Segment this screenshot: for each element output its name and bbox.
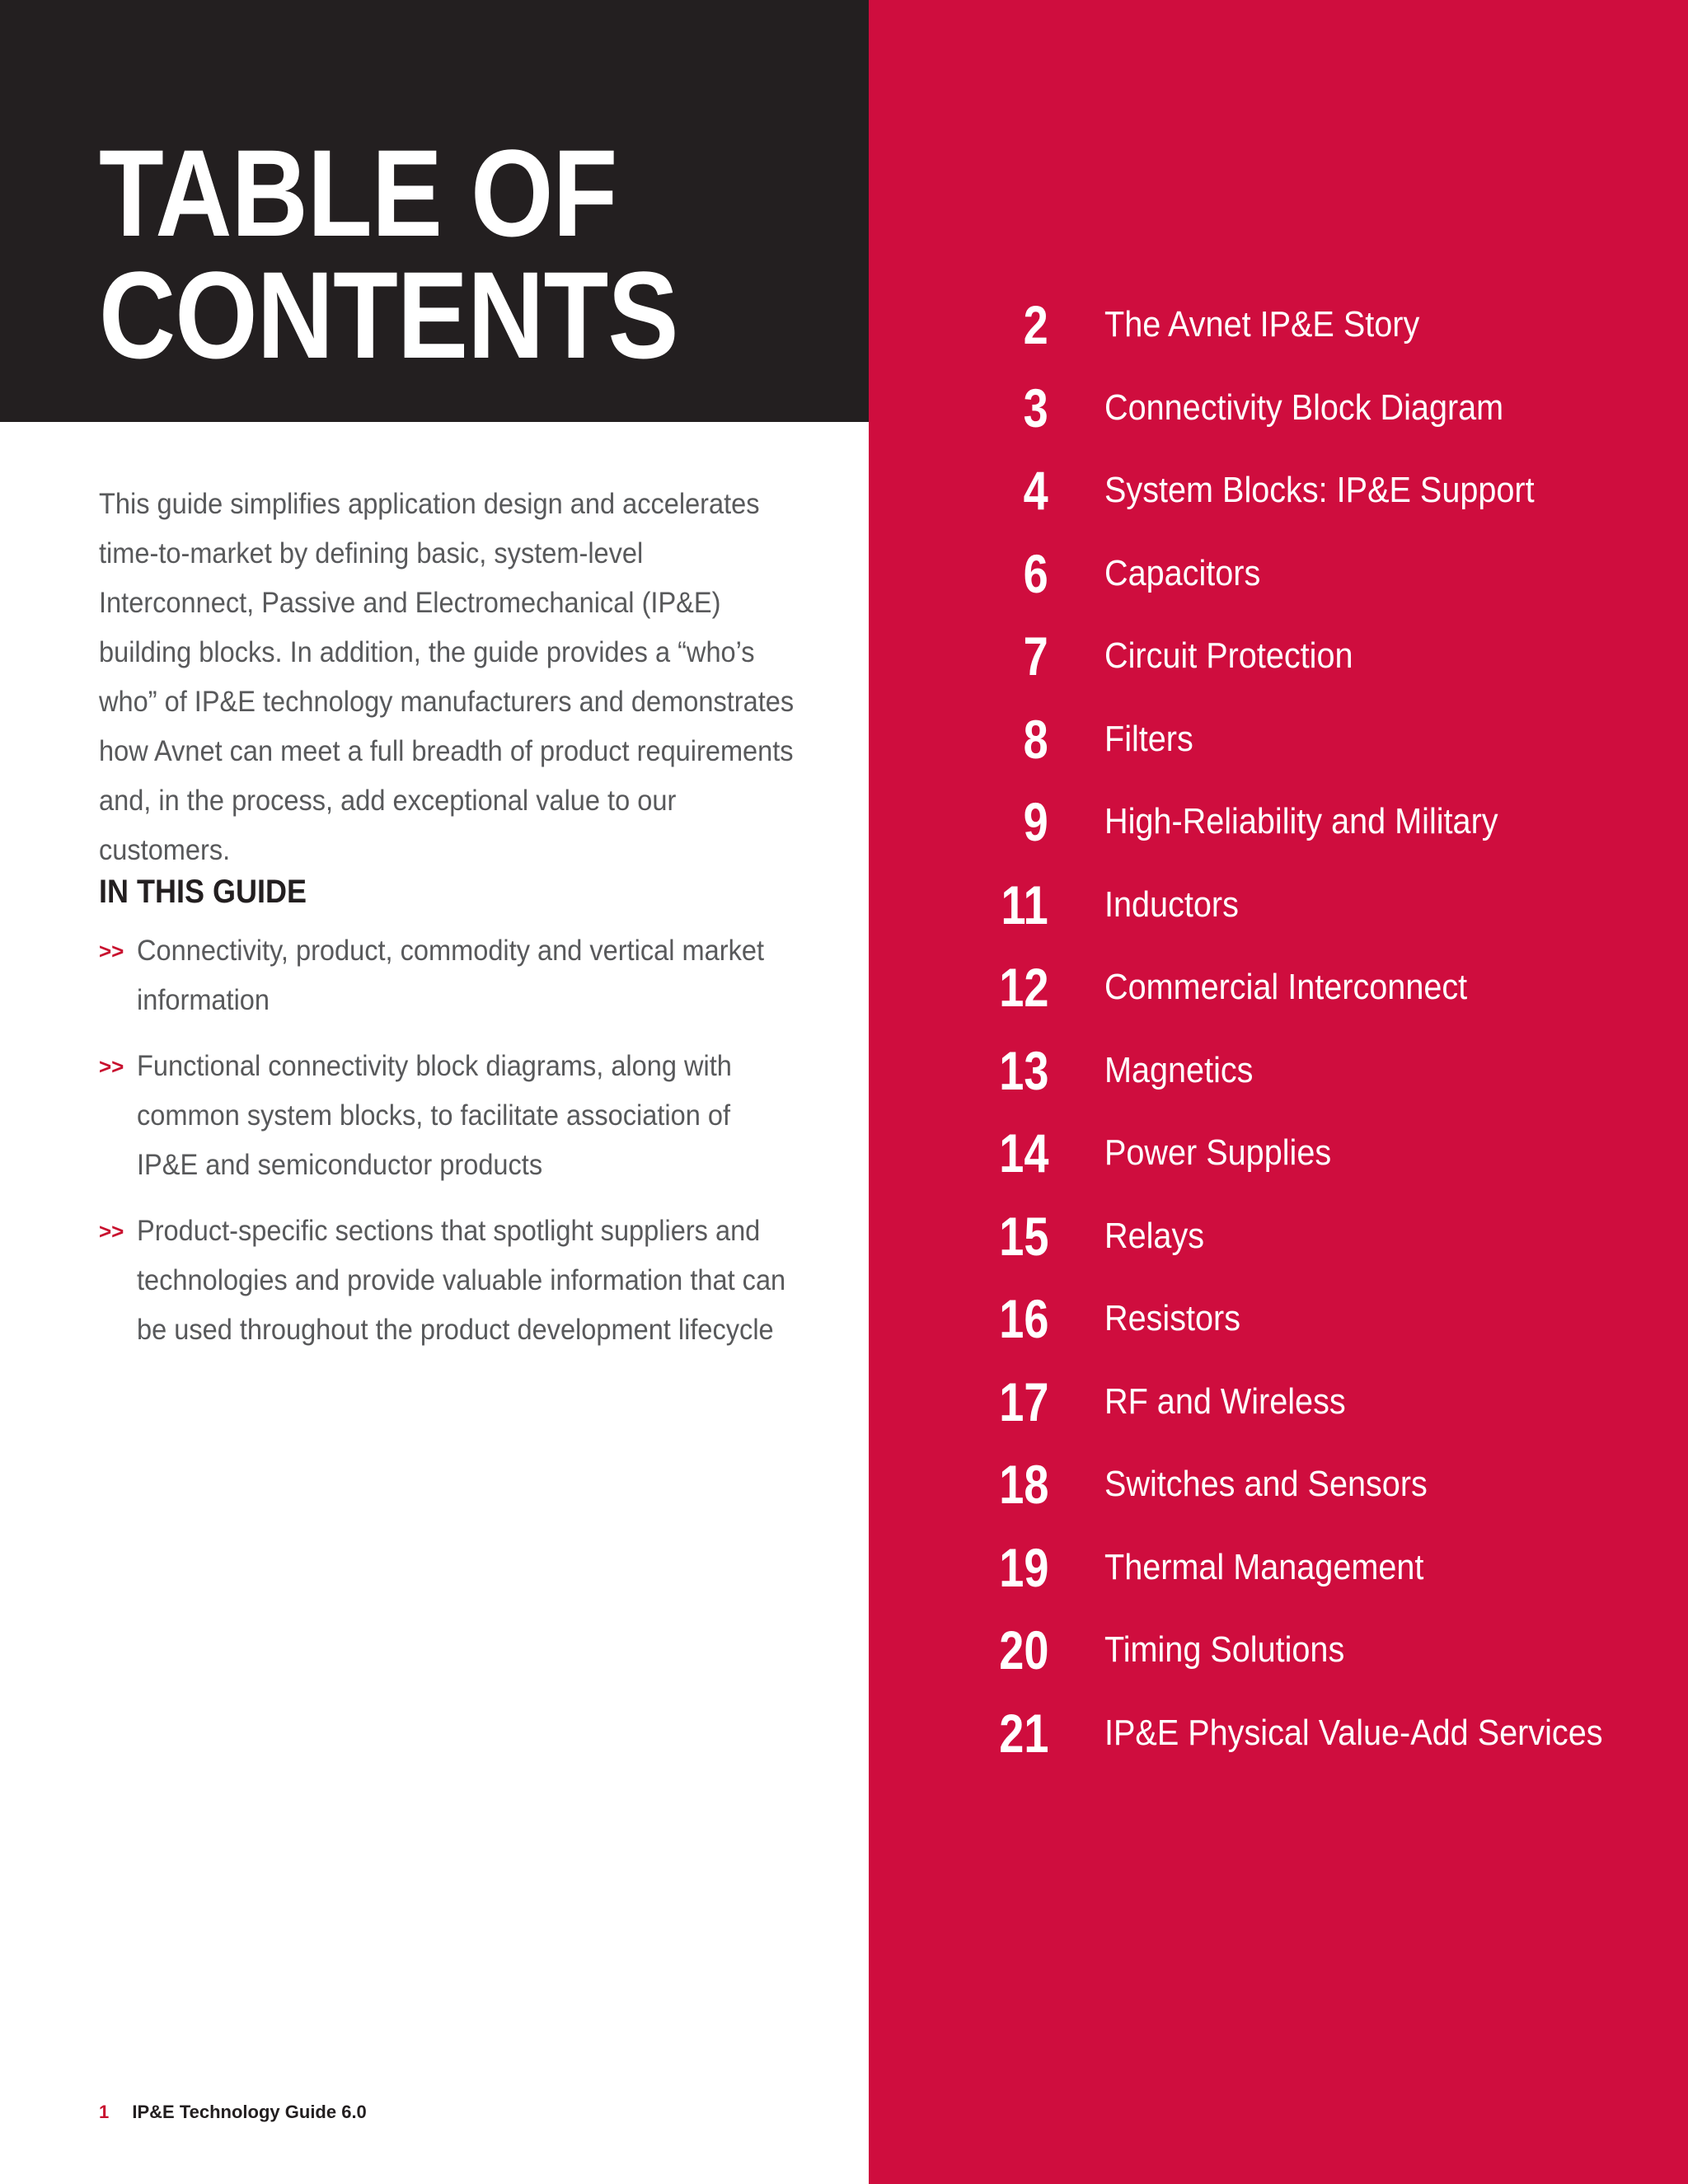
toc-label: Filters xyxy=(1104,718,1193,759)
toc-page-number: 8 xyxy=(1023,708,1048,770)
title-line-2: CONTENTS xyxy=(99,246,678,384)
toc-entry[interactable] xyxy=(869,701,1688,785)
toc-entry[interactable] xyxy=(869,618,1688,701)
toc-page-number: 11 xyxy=(1001,874,1048,935)
guide-item-text: Functional connectivity block diagrams, along with common system blocks, to facilitate association of IP&E and semiconductor products xyxy=(137,1050,732,1181)
toc-label: Commercial Interconnect xyxy=(1104,967,1468,1007)
toc-label: Switches and Sensors xyxy=(1104,1464,1428,1504)
guide-item-text: Product-specific sections that spotlight suppliers and technologies and provide valuable information that can be used throughout the product development lifecycle xyxy=(137,1215,786,1346)
intro-paragraph: This guide simplifies application design and accelerates time-to-market by defining basic, system-level Interconnect, Passive and Electromechanical (IP&E) building blocks. In addition, the guide provides a “who’s who” of IP&E technology manufacturers and demonstrates how Avnet can meet a full breadth of product requirements and, in the process, add exceptional value to our customers. xyxy=(99,488,795,866)
toc-label: High-Reliability and Military xyxy=(1104,801,1498,841)
toc-entry[interactable] xyxy=(869,1612,1688,1695)
toc-page-number: 15 xyxy=(998,1205,1048,1267)
toc-label: System Blocks: IP&E Support xyxy=(1104,470,1535,510)
toc-entry[interactable] xyxy=(869,1446,1688,1530)
toc-page-number: 4 xyxy=(1023,460,1048,521)
toc-label: Capacitors xyxy=(1104,552,1261,593)
toc-page-number: 3 xyxy=(1023,377,1048,438)
toc-page-number: 19 xyxy=(998,1536,1048,1598)
guide-list-item xyxy=(99,1207,890,1355)
toc-entry[interactable] xyxy=(869,370,1688,453)
toc-entry[interactable] xyxy=(869,1115,1688,1198)
in-this-guide-heading: IN THIS GUIDE xyxy=(99,874,307,910)
toc-page-number: 9 xyxy=(1023,791,1048,852)
toc-list xyxy=(869,287,1688,1778)
toc-entry[interactable] xyxy=(869,1530,1688,1613)
toc-entry[interactable] xyxy=(869,452,1688,536)
toc-page-number: 18 xyxy=(998,1454,1048,1515)
footer-doc-name: IP&E Technology Guide 6.0 xyxy=(132,2102,367,2122)
toc-page-number: 17 xyxy=(998,1371,1048,1432)
toc-label: Thermal Management xyxy=(1104,1546,1424,1587)
toc-label: RF and Wireless xyxy=(1104,1380,1346,1422)
toc-entry[interactable] xyxy=(869,287,1688,370)
toc-label: Resistors xyxy=(1104,1298,1241,1338)
toc-label: Connectivity Block Diagram xyxy=(1104,387,1504,428)
guide-list xyxy=(99,926,890,1371)
page-title xyxy=(99,124,678,384)
toc-entry[interactable] xyxy=(869,536,1688,619)
toc-page-number: 16 xyxy=(998,1288,1048,1349)
toc-entry[interactable] xyxy=(869,784,1688,867)
page-footer xyxy=(99,2100,367,2125)
toc-panel xyxy=(869,0,1688,2184)
toc-page-number: 12 xyxy=(998,957,1048,1018)
toc-entry[interactable] xyxy=(869,1695,1688,1779)
toc-label: Relays xyxy=(1104,1215,1205,1256)
title-block xyxy=(0,0,869,422)
toc-page-number: 21 xyxy=(998,1702,1048,1764)
guide-list-item xyxy=(99,1042,890,1190)
footer-page-number: 1 xyxy=(99,2102,110,2122)
title-line-1: TABLE OF xyxy=(99,124,617,262)
toc-page-number: 20 xyxy=(998,1619,1048,1680)
guide-list-item xyxy=(99,926,890,1025)
toc-label: IP&E Physical Value-Add Services xyxy=(1104,1712,1603,1753)
bullet-marker-icon: >> xyxy=(99,1054,124,1079)
toc-page-number: 6 xyxy=(1023,542,1048,604)
toc-label: Inductors xyxy=(1104,883,1239,925)
toc-page-number: 2 xyxy=(1023,294,1048,355)
toc-label: The Avnet IP&E Story xyxy=(1104,304,1420,344)
toc-page-number: 7 xyxy=(1023,626,1048,687)
guide-item-text: Connectivity, product, commodity and vertical market information xyxy=(137,935,765,1016)
toc-entry[interactable] xyxy=(869,1198,1688,1282)
toc-label: Magnetics xyxy=(1104,1049,1254,1090)
toc-label: Power Supplies xyxy=(1104,1132,1332,1173)
toc-page-number: 14 xyxy=(998,1122,1048,1183)
toc-entry[interactable] xyxy=(869,867,1688,950)
toc-entry[interactable] xyxy=(869,949,1688,1033)
toc-entry[interactable] xyxy=(869,1281,1688,1364)
toc-page-number: 13 xyxy=(998,1039,1048,1101)
bullet-marker-icon: >> xyxy=(99,1219,124,1244)
bullet-marker-icon: >> xyxy=(99,939,124,963)
toc-entry[interactable] xyxy=(869,1364,1688,1447)
toc-entry[interactable] xyxy=(869,1033,1688,1116)
toc-label: Timing Solutions xyxy=(1104,1629,1345,1670)
toc-label: Circuit Protection xyxy=(1104,635,1353,676)
